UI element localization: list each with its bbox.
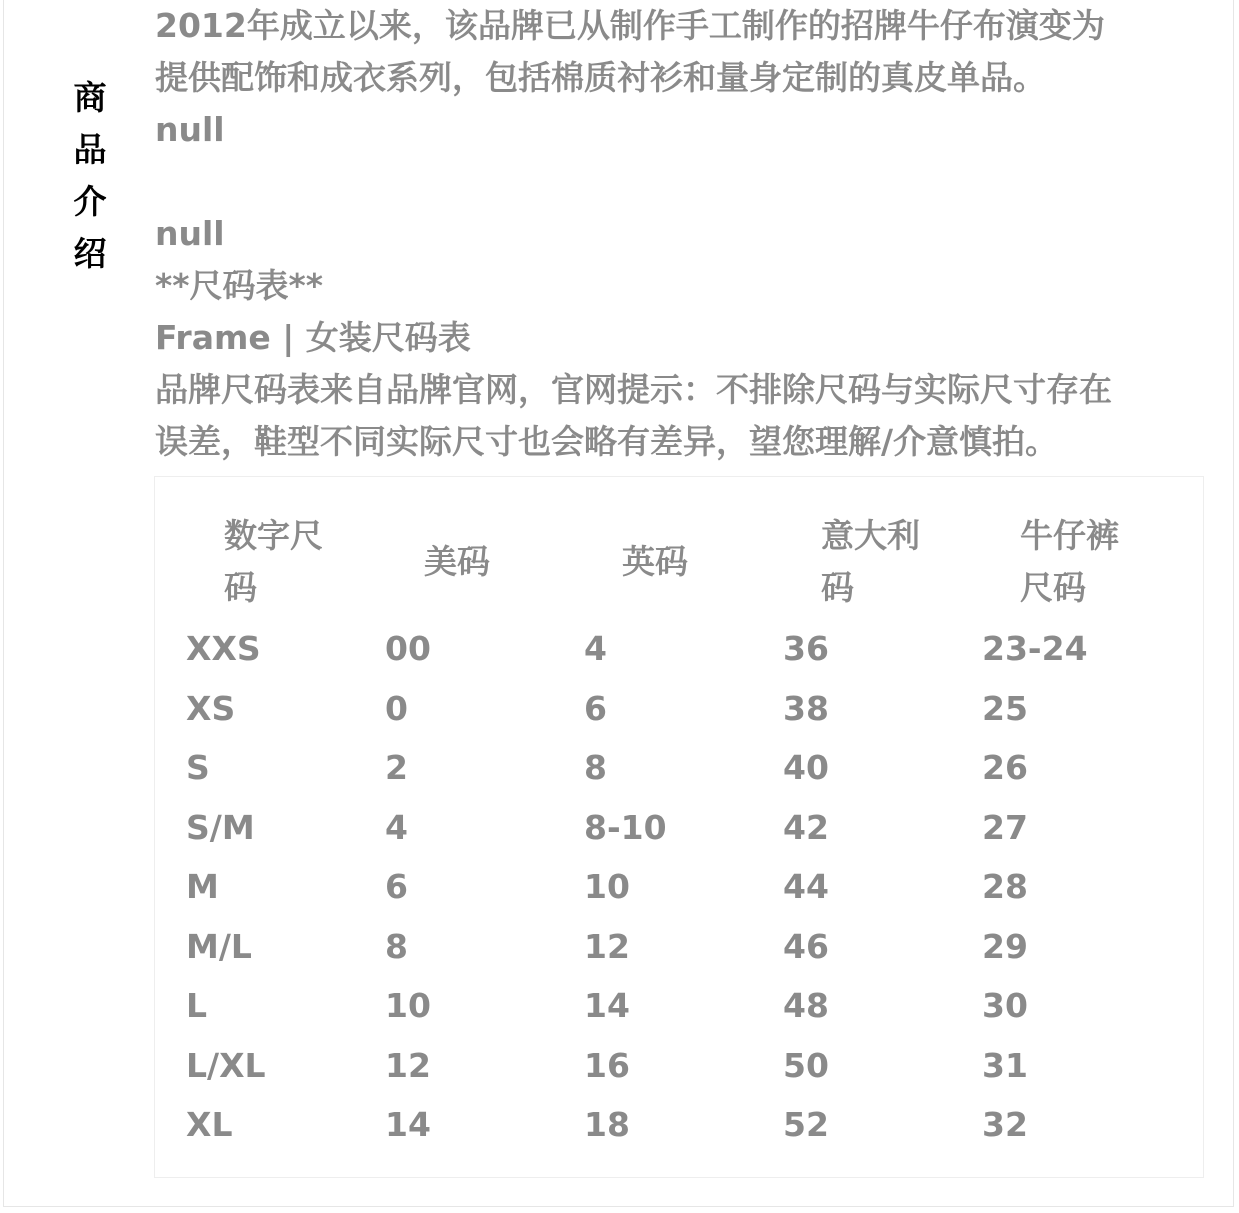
table-cell: 16 (584, 1045, 630, 1085)
table-cell: 12 (584, 926, 630, 966)
table-cell: 50 (783, 1045, 829, 1085)
side-label-char: 介 (73, 182, 107, 221)
table-cell: 6 (385, 867, 408, 906)
table-cell: 38 (783, 688, 829, 728)
table-cell: L/XL (186, 1045, 266, 1085)
table-cell: 28 (982, 867, 1028, 906)
table-cell: 48 (783, 986, 829, 1025)
table-cell: 42 (783, 807, 829, 847)
table-row (155, 1095, 1203, 1155)
table-row (155, 857, 1203, 917)
table-cell: 4 (584, 629, 607, 668)
header-italy-size (821, 507, 951, 617)
header-text: 尺码 (1020, 568, 1086, 607)
header-jeans-size (1020, 507, 1150, 617)
table-cell: 14 (584, 986, 630, 1025)
table-cell: 46 (783, 926, 829, 966)
description-line: null (155, 110, 225, 149)
description-line: null (155, 214, 225, 253)
table-cell: 8 (584, 748, 607, 787)
table-cell: 0 (385, 688, 408, 728)
table-cell: 29 (982, 926, 1028, 966)
size-chart-heading: **尺码表** (155, 266, 324, 305)
product-description (155, 0, 1215, 468)
table-row (155, 798, 1203, 858)
table-cell: 40 (783, 748, 829, 787)
header-text: 牛仔裤 (1020, 516, 1119, 555)
table-cell: 31 (982, 1045, 1028, 1085)
size-chart-note: 误差，鞋型不同实际尺寸也会略有差异，望您理解/介意慎拍。 (155, 422, 1059, 461)
size-chart-title: Frame | 女装尺码表 (155, 318, 471, 357)
table-cell: M/L (186, 926, 252, 966)
size-table-header (155, 507, 1203, 617)
section-label-product-intro (68, 72, 112, 280)
size-chart-note: 品牌尺码表来自品牌官网，官网提示：不排除尺码与实际尺寸存在 (155, 370, 1112, 409)
table-row (155, 976, 1203, 1036)
header-text: 数字尺 (224, 516, 323, 555)
table-cell: 26 (982, 748, 1028, 787)
table-cell: 14 (385, 1105, 431, 1144)
table-cell: 8-10 (584, 807, 667, 847)
size-table-body (155, 619, 1203, 1155)
side-label-char: 品 (73, 130, 107, 169)
table-row (155, 619, 1203, 679)
table-cell: 30 (982, 986, 1028, 1025)
table-cell: 18 (584, 1105, 630, 1144)
table-cell: 2 (385, 748, 408, 787)
table-cell: 25 (982, 688, 1028, 728)
table-cell: S/M (186, 807, 255, 847)
table-cell: XXS (186, 629, 261, 668)
side-label-char: 商 (73, 78, 107, 117)
blank-line (155, 156, 1215, 208)
table-cell: 10 (584, 867, 630, 906)
header-text: 英码 (622, 542, 688, 581)
table-cell: XL (186, 1105, 233, 1144)
header-text: 美码 (424, 542, 490, 581)
table-cell: 23-24 (982, 629, 1088, 668)
header-us-size (424, 507, 554, 617)
table-cell: 32 (982, 1105, 1028, 1144)
table-row (155, 679, 1203, 739)
table-cell: 10 (385, 986, 431, 1025)
table-row (155, 1036, 1203, 1096)
table-cell: 12 (385, 1045, 431, 1085)
table-cell: M (186, 867, 219, 906)
table-cell: 6 (584, 688, 607, 728)
table-cell: 52 (783, 1105, 829, 1144)
header-numeric-size (224, 507, 354, 617)
table-row (155, 917, 1203, 977)
table-cell: 27 (982, 807, 1028, 847)
side-label-char: 绍 (73, 234, 107, 273)
table-row (155, 738, 1203, 798)
table-cell: 8 (385, 926, 408, 966)
table-cell: XS (186, 688, 236, 728)
table-cell: 44 (783, 867, 829, 906)
header-text: 码 (821, 568, 854, 607)
table-cell: 00 (385, 629, 431, 668)
description-line: 提供配饰和成衣系列，包括棉质衬衫和量身定制的真皮单品。 (155, 58, 1046, 97)
header-text: 意大利 (821, 516, 920, 555)
table-cell: S (186, 748, 210, 787)
header-text: 码 (224, 568, 257, 607)
table-cell: 36 (783, 629, 829, 668)
table-cell: 4 (385, 807, 408, 847)
size-table (154, 476, 1204, 1178)
table-cell: L (186, 986, 208, 1025)
header-uk-size (622, 507, 752, 617)
description-line: 2012年成立以来，该品牌已从制作手工制作的招牌牛仔布演变为 (155, 6, 1105, 45)
